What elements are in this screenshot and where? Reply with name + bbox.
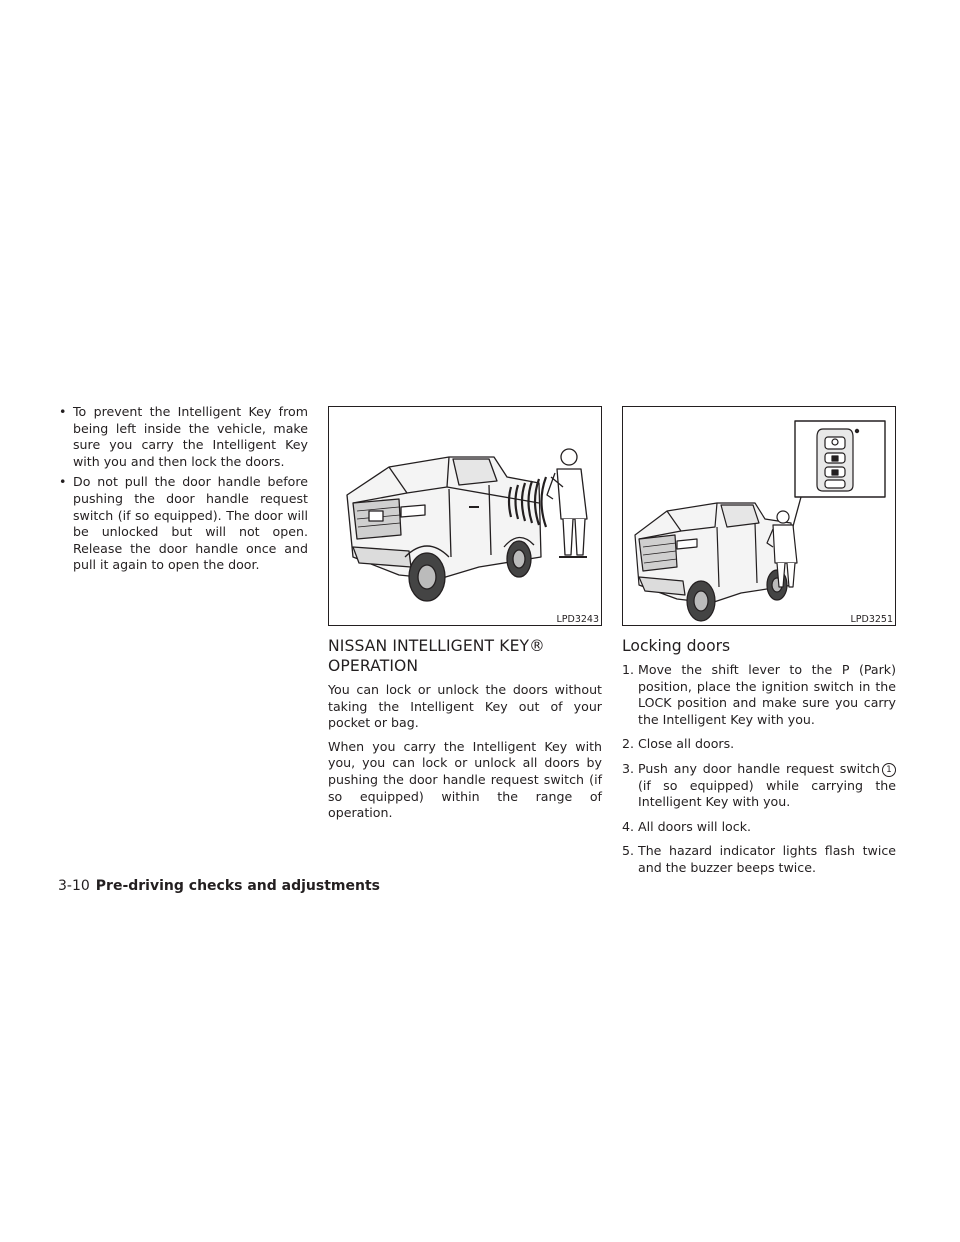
bullet-item: • Do not pull the door handle before pushing the door handle request switch (if so equipped). The door will be unlocked but will not open. Release the door handle once and pull it again to open the door. [59, 474, 308, 573]
step-text-continued: (if so equipped) while carrying the Intelligent Key with you. [638, 777, 896, 810]
step-item: 1. Move the shift lever to the P (Park) position, place the ignition switch in the LOCK position and make sure you carry the Intelligent Key with you. [622, 662, 896, 727]
step-text: Push any door handle request switch [638, 760, 880, 776]
bullet-text: To prevent the Intelligent Key from being left inside the vehicle, make sure you carry the Intelligent Key with you and then lock the doors. [73, 404, 308, 469]
step-item: 3. Push any door handle request switch 1 (if so equipped) while carrying the Intelligent Key with you. [622, 760, 896, 810]
section-heading [328, 636, 602, 676]
caution-bullet-list [58, 404, 308, 574]
step-text: All doors will lock. [638, 818, 751, 834]
chapter-title: Pre-driving checks and adjustments [95, 878, 380, 894]
intelligent-key-operation-figure [328, 406, 602, 626]
step-item: 4. All doors will lock. [622, 818, 751, 834]
truck-and-person-illustration [329, 407, 601, 625]
step-item: 5. The hazard indicator lights flash twice and the buzzer beeps twice. [622, 843, 896, 875]
section-heading-line1: NISSAN INTELLIGENT KEY® [328, 637, 545, 655]
locking-doors-figure [622, 406, 896, 626]
subsection-heading: Locking doors [622, 637, 731, 655]
right-column [622, 406, 896, 885]
truck-key-fob-illustration [623, 407, 895, 625]
step-text: Move the shift lever to the P (Park) position, place the ignition switch in the LOCK position and make sure you carry the Intelligent Key with you. [638, 662, 896, 727]
body-paragraph: When you carry the Intelligent Key with you, you can lock or unlock all doors by pushing the door handle request switch (if so equipped) within the range of operation. [328, 738, 602, 821]
figure-code: LPD3251 [850, 614, 893, 625]
figure-code: LPD3243 [556, 614, 599, 625]
left-column [58, 404, 308, 578]
step-item: 2. Close all doors. [622, 736, 735, 752]
bullet-text: Do not pull the door handle before pushing the door handle request switch (if so equipped). The door will be unlocked but will not open. Release the door handle once and pull it again to open the door. [73, 474, 308, 573]
bullet-item: • To prevent the Intelligent Key from being left inside the vehicle, make sure you carry the Intelligent Key with you and then lock the doors. [59, 404, 308, 469]
callout-number-icon: 1 [882, 763, 896, 777]
locking-steps-list [622, 662, 896, 877]
page-footer [58, 877, 380, 895]
page-number: 3-10 [58, 878, 90, 894]
step-text: Close all doors. [638, 736, 735, 752]
body-paragraph: You can lock or unlock the doors without taking the Intelligent Key out of your pocket or bag. [328, 682, 602, 731]
section-heading-line2: OPERATION [328, 657, 419, 675]
middle-column [328, 406, 602, 829]
step-text: The hazard indicator lights flash twice and the buzzer beeps twice. [638, 843, 896, 875]
